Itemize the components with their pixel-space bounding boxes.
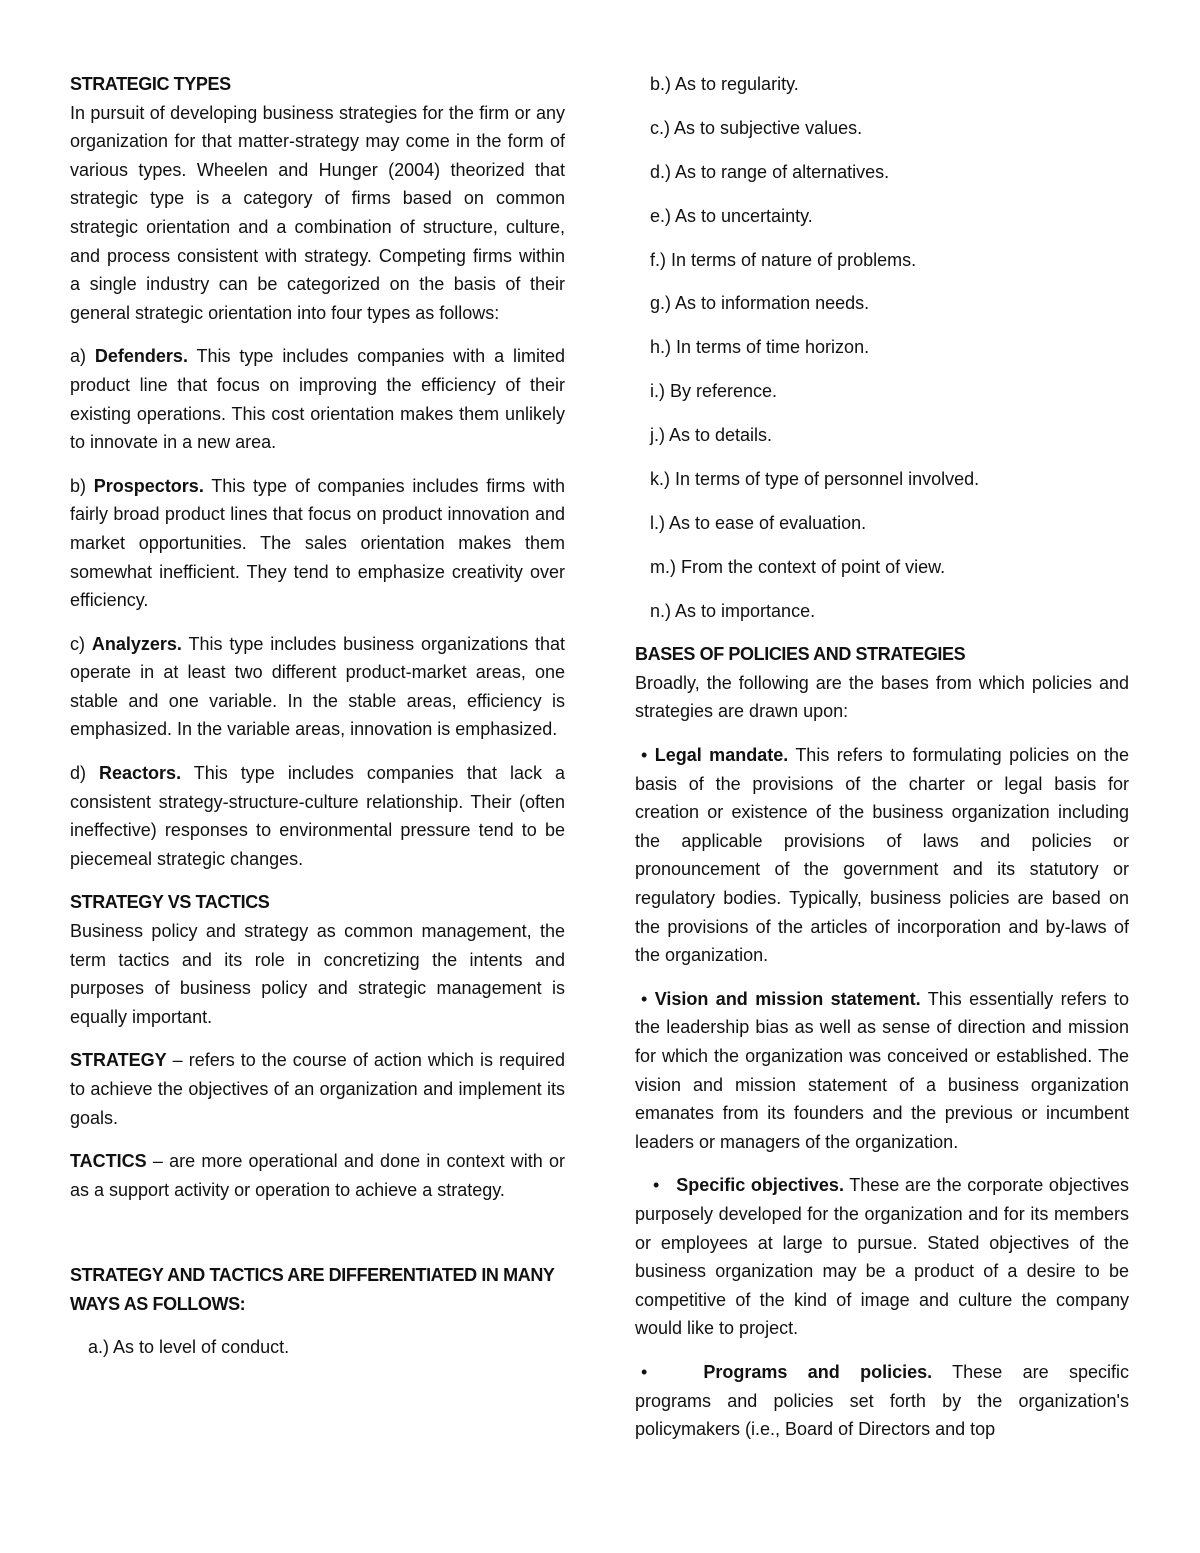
tactics-term: TACTICS — [70, 1151, 147, 1172]
list-item: h.) In terms of time horizon. — [650, 337, 870, 358]
bullet-icon: • — [641, 745, 648, 766]
bullet-icon: • — [641, 988, 648, 1009]
basis-text: These are the corporate objectives purposely developed for the organization and for its members or employees at large to pursue. Stated objectives of the business organization may be a product of a desire to be competitive of the kind of image and culture the company would like to project. — [635, 1175, 1129, 1339]
type-text: This type includes companies with a limited product line that focus on improving the efficiency of their existing operations. This cost orientation makes them unlikely to innovate in a new area. — [70, 346, 565, 453]
type-text: This type of companies includes firms with fairly broad product lines that focus on product innovation and market opportunities. The sales orientation makes them somewhat inefficient. They tend to emphasize creativity over efficiency. — [70, 475, 565, 611]
strategy-vs-tactics-heading: STRATEGY VS TACTICS — [70, 892, 270, 913]
basis-text: This refers to formulating policies on the basis of the provisions of the charter or legal basis for creation or existence of the business organization including the applicable provisions of laws and policies or pronouncement of the government and its statutory or regulatory bodies. Typically, business policies are based on the provisions of the articles of incorporation and by-laws of the organization. — [635, 745, 1129, 966]
tactics-definition — [70, 1147, 565, 1204]
type-term: Defenders. — [94, 346, 188, 367]
type-term: Prospectors. — [93, 475, 204, 496]
list-item: d.) As to range of alternatives. — [650, 161, 890, 182]
left-column — [70, 70, 565, 1361]
bases-heading: BASES OF POLICIES AND STRATEGIES — [635, 644, 966, 665]
list-item: l.) As to ease of evaluation. — [650, 512, 867, 533]
basis-term: Legal mandate. — [654, 745, 789, 766]
basis-text: These are specific programs and policies set forth by the organization's policymakers (i.e., Board of Directors and top — [635, 1361, 1129, 1440]
basis-text: This essentially refers to the leadership bias as well as sense of direction and mission for which the organization was conceived or established. The vision and mission statement of a business organization emanates from its founders and the previous or incumbent leaders or managers of the organization. — [635, 988, 1129, 1152]
type-marker: c) — [70, 633, 85, 654]
list-item: k.) In terms of type of personnel involved. — [650, 469, 980, 490]
right-column — [635, 70, 1129, 1444]
bullet-icon: • — [653, 1175, 660, 1196]
list-item: e.) As to uncertainty. — [650, 205, 813, 226]
strategy-text: – refers to the course of action which is required to achieve the objectives of an organization and implement its goals. — [70, 1050, 565, 1128]
list-item: b.) As to regularity. — [650, 74, 799, 94]
list-item: a.) As to level of conduct. — [88, 1336, 290, 1357]
bases-intro: Broadly, the following are the bases from which policies and strategies are drawn upon: — [635, 672, 1129, 722]
type-defenders — [70, 342, 565, 456]
list-item: m.) From the context of point of view. — [650, 556, 946, 577]
differentiated-heading: STRATEGY AND TACTICS ARE DIFFERENTIATED IN MANY WAYS AS FOLLOWS: — [70, 1265, 555, 1314]
type-term: Reactors. — [99, 763, 182, 784]
strategic-types-intro: In pursuit of developing business strategies for the firm or any organization for that matter-strategy may come in the form of various types. Wheelen and Hunger (2004) theorized that strategic type is a category of firms based on common strategic orientation and a combination of structure, culture, and process consistent with strategy. Competing firms within a single industry can be categorized on the basis of their general strategic orientation into four types as follows: — [70, 102, 565, 323]
strategy-vs-tactics-intro: Business policy and strategy as common management, the term tactics and its role in concretizing the intents and purposes of business policy and strategic management is equally important. — [70, 921, 565, 1027]
list-item: g.) As to information needs. — [650, 293, 870, 314]
list-item: i.) By reference. — [650, 381, 778, 402]
type-text: This type includes companies that lack a consistent strategy-structure-culture relationship. Their (often ineffective) responses to environmental pressure tend to be piecemeal strategic changes. — [70, 763, 565, 869]
list-item: j.) As to details. — [650, 425, 773, 446]
type-analyzers — [70, 630, 565, 744]
basis-term: Vision and mission statement. — [654, 988, 921, 1009]
list-item: n.) As to importance. — [650, 600, 816, 621]
basis-vision-mission — [635, 985, 1129, 1157]
basis-programs-policies — [635, 1358, 1129, 1444]
bullet-icon: • — [641, 1361, 648, 1382]
type-reactors — [70, 759, 565, 873]
ways-list — [635, 70, 1129, 625]
type-prospectors — [70, 472, 565, 615]
strategic-types-heading: STRATEGIC TYPES — [70, 74, 231, 94]
type-term: Analyzers. — [91, 633, 182, 654]
strategy-term: STRATEGY — [70, 1050, 167, 1071]
type-marker: b) — [70, 475, 87, 496]
basis-term: Specific objectives. — [676, 1175, 844, 1196]
basis-specific-objectives — [635, 1171, 1129, 1343]
basis-legal-mandate — [635, 741, 1129, 970]
basis-term: Programs and policies. — [703, 1361, 933, 1382]
tactics-text: – are more operational and done in context with or as a support activity or operation to achieve a strategy. — [70, 1151, 565, 1200]
type-text: This type includes business organizations that operate in at least two different product-market areas, one stable and one variable. In the stable areas, efficiency is emphasized. In the variable areas, innovation is emphasized. — [70, 633, 565, 740]
type-marker: a) — [70, 346, 87, 367]
type-marker: d) — [70, 763, 87, 784]
strategy-definition — [70, 1046, 565, 1132]
list-item: f.) In terms of nature of problems. — [650, 249, 917, 270]
list-item: c.) As to subjective values. — [650, 117, 863, 138]
